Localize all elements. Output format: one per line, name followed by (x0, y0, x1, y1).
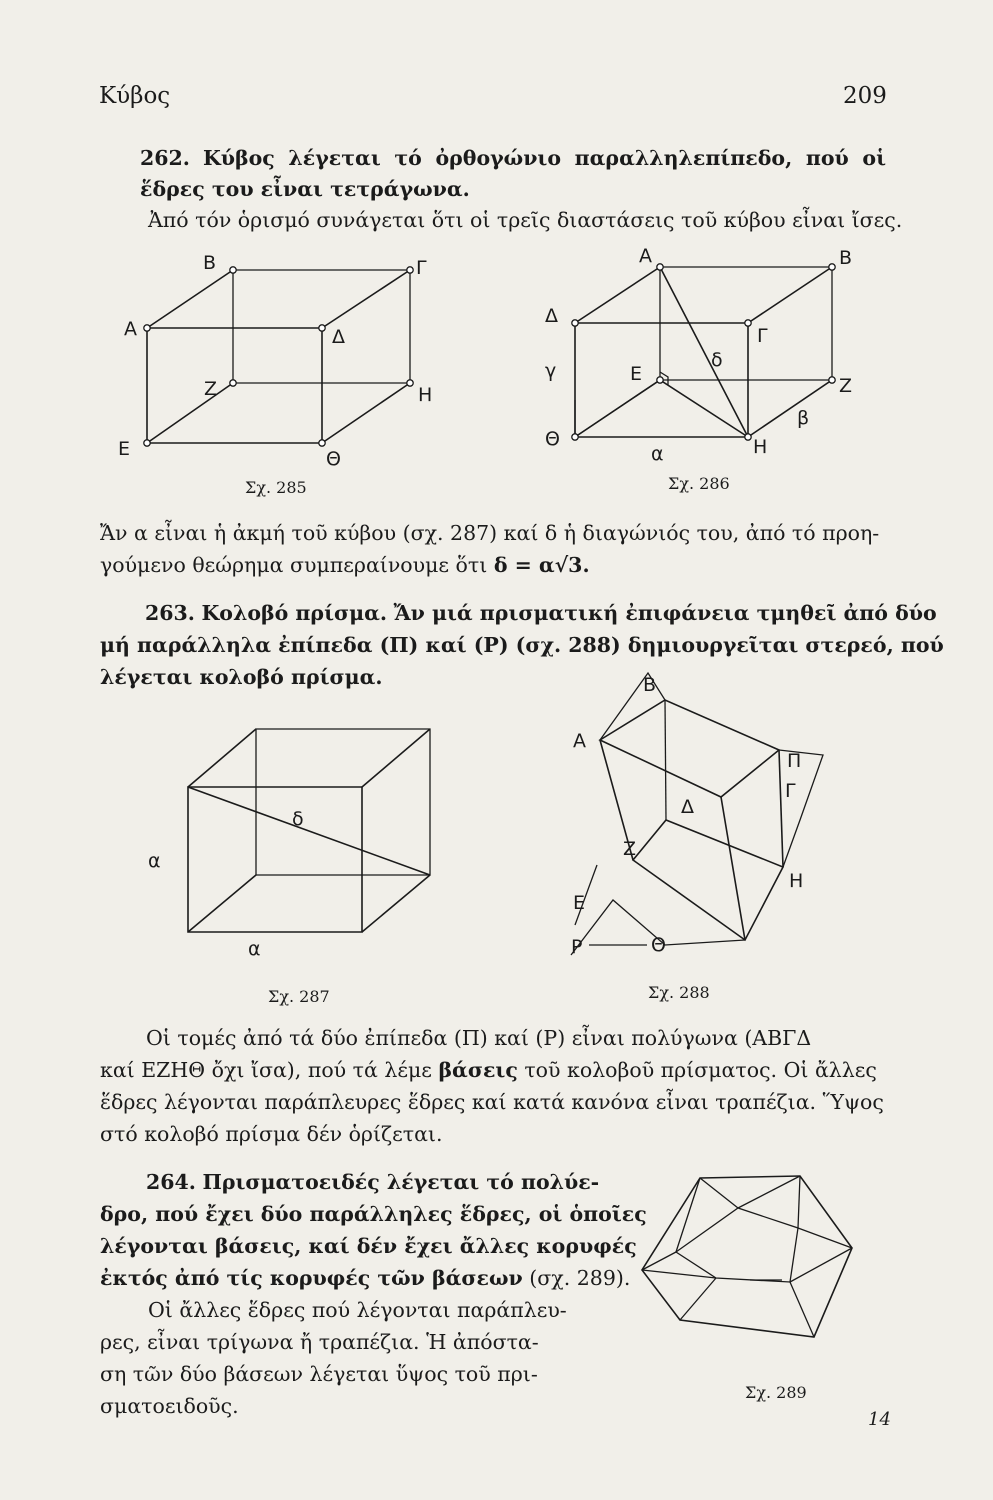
vertex-label-b: Β (839, 247, 853, 269)
sections-line2-end: τοῦ κολοβοῦ πρίσματος. Οἱ ἄλλες (524, 1058, 877, 1082)
cube-consequence: Ἀπό τόν ὁρισμό συνάγεται ὅτι οἱ τρεῖς διαστάσεις τοῦ κύβου εἶναι ἴσες. (148, 208, 903, 232)
vertex-label-h: Η (789, 870, 804, 892)
figure-288 (555, 655, 885, 975)
edge-label-a-left: α (148, 850, 161, 872)
diagonal-label-d: δ (292, 808, 304, 830)
sections-line1: Οἱ τομές ἀπό τά δύο ἐπίπεδα (Π) καί (Ρ) εἶναι πολύγωνα (ΑΒΓΔ (146, 1026, 812, 1050)
lateral-edge-b (665, 700, 666, 820)
vertex-label-e: Ε (630, 363, 643, 385)
paragraph-263-line1 (145, 598, 937, 629)
sections-line3: ἕδρες λέγονται παράπλευρες ἕδρες καί κατά κανόνα εἶναι τραπέζια. Ὕψος (100, 1090, 884, 1114)
section-number-264: 264. (146, 1170, 196, 1194)
section-number-262: 262. (140, 146, 190, 170)
sections-line4: στό κολοβό πρίσμα δέν ὁρίζεται. (100, 1122, 443, 1146)
vertex-label-th: Θ (326, 448, 341, 470)
lateral-edge-g (779, 750, 783, 867)
diagonal-text-line2 (100, 550, 590, 581)
vertex-label-z: Ζ (839, 375, 853, 397)
cube-definition: Κύβος λέγεται τό ὀρθογώνιο παραλληλεπίπεδο, πού οἱ ἕδρες του εἶναι τετράγωνα. (140, 146, 886, 201)
figure-285 (100, 240, 440, 500)
caption-286: Σχ. 286 (668, 474, 730, 493)
vertex-label-e: Ε (573, 892, 586, 914)
upper-base-pentagon (676, 1208, 798, 1282)
vertex-label-a: Α (639, 245, 652, 267)
sections-line2 (100, 1055, 877, 1086)
vertex-label-d: Δ (332, 326, 345, 348)
figure-286 (535, 240, 875, 500)
lateral-faces-line1: Οἱ ἄλλες ἕδρες πού λέγονται παράπλευ- (148, 1298, 567, 1322)
edge-label-b: β (797, 407, 810, 429)
caption-285: Σχ. 285 (245, 478, 307, 497)
vertex-label-b: Β (203, 252, 217, 274)
lateral-faces-line4: σματοειδοῦς. (100, 1394, 239, 1418)
lateral-edge-d (721, 797, 745, 940)
lateral-faces-line3: ση τῶν δύο βάσεων λέγεται ὕψος τοῦ πρι- (100, 1362, 538, 1386)
s264-line4 (100, 1263, 630, 1294)
truncated-prism-def-1: Ἄν μιά πρισματική ἐπιφάνεια τμηθεῖ ἀπό δύο (393, 601, 937, 625)
caption-287: Σχ. 287 (268, 987, 330, 1006)
diagonal-text-line1: Ἄν α εἶναι ἡ ἀκμή τοῦ κύβου (σχ. 287) καί δ ἡ διαγώνιός του, ἀπό τό προη- (100, 521, 880, 545)
paragraph-262 (140, 143, 886, 205)
diagonal-text-start: γούμενο θεώρημα συμπεραίνουμε ὅτι (100, 553, 488, 577)
vertex-label-a: Α (124, 318, 137, 340)
vertex-label-d: Δ (681, 796, 694, 818)
page-number: 209 (843, 83, 887, 109)
vertex-label-th: Θ (545, 428, 560, 450)
vertex-label-g: Γ (785, 780, 796, 802)
vertex-label-h: Η (753, 436, 768, 458)
figure-287 (140, 715, 420, 975)
lower-base-hexagon (642, 1176, 852, 1337)
vertex-label-d: Δ (545, 305, 558, 327)
edge-label-a: α (651, 443, 664, 465)
lower-base-ezht (633, 820, 783, 940)
vertex-label-b: Β (643, 674, 657, 696)
vertex-label-h: Η (418, 384, 433, 406)
vertex-label-th: Θ (651, 934, 666, 956)
vertex-label-g: Γ (416, 257, 427, 279)
prismatoid-def-2: δρο, πού ἔχει δύο παράλληλες ἕδρες, οἱ ὁποῖες (100, 1202, 647, 1226)
caption-288: Σχ. 288 (648, 983, 710, 1002)
vertex-label-g: Γ (757, 325, 768, 347)
vertex-label-z: Ζ (623, 838, 637, 860)
face-diagonal (660, 380, 748, 437)
vertex-label-z: Ζ (204, 378, 218, 400)
truncated-prism-title: Κολοβό πρίσμα. (201, 601, 388, 625)
space-diagonal (660, 267, 748, 437)
prismatoid-def-1: Πρισματοειδές λέγεται τό πολύε- (202, 1170, 600, 1194)
diagonal-formula: δ = α√3. (493, 553, 590, 577)
figure-289 (630, 1160, 890, 1380)
sections-line2-start: καί ΕΖΗΘ ὄχι ἴσα), πού τά λέμε (100, 1058, 432, 1082)
term-bases: βάσεις (438, 1058, 518, 1082)
section-number-263: 263. (145, 601, 195, 625)
lateral-faces-line2: ρες, εἶναι τρίγωνα ἤ τραπέζια. Ἡ ἀπόστα- (100, 1330, 539, 1354)
caption-289: Σχ. 289 (745, 1383, 807, 1402)
s264-line1 (146, 1167, 599, 1198)
upper-base-abcd (600, 700, 779, 797)
signature-mark: 14 (868, 1409, 891, 1430)
vertex-label-a: Α (573, 730, 586, 752)
edge-label-a-bottom: α (248, 938, 261, 960)
space-diagonal (188, 787, 430, 875)
truncated-prism-def-3: λέγεται κολοβό πρίσμα. (100, 665, 383, 689)
diagonal-label-d: δ (711, 349, 723, 371)
vertex-label-p: Π (787, 750, 802, 772)
plane-label-r: Ρ (571, 936, 583, 958)
running-title: Κύβος (99, 83, 171, 109)
prismatoid-def-4: ἐκτός ἀπό τίς κορυφές τῶν βάσεων (100, 1266, 523, 1290)
truncated-prism-def-2: μή παράλληλα ἐπίπεδα (Π) καί (Ρ) (σχ. 288) δημιουργεῖται στερεό, πού (100, 633, 944, 657)
figure-ref-289: (σχ. 289). (529, 1266, 631, 1290)
vertex-label-e: Ε (118, 438, 131, 460)
edge-label-g: γ (545, 360, 557, 382)
prismatoid-def-3: λέγονται βάσεις, καί δέν ἔχει ἄλλες κορυφές (100, 1234, 637, 1258)
